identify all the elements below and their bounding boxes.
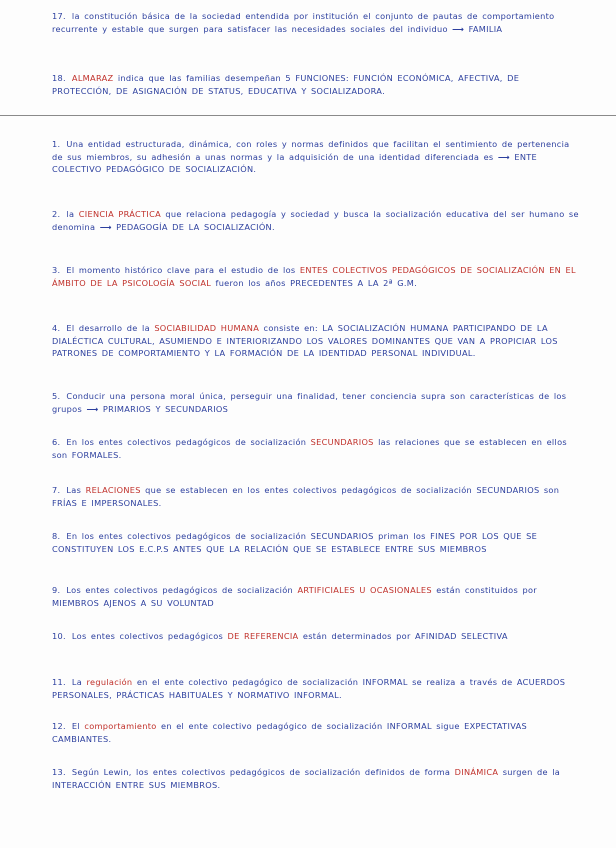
note-item-13 [52,766,580,791]
item-text: En los entes colectivos pedagógicos de socialización [66,437,307,447]
note-item-12 [52,720,580,745]
note-item-10 [52,630,580,643]
highlighted-term: ENTES COLECTIVOS PEDAGÓGICOS DE SOCIALIZACIÓN EN EL ÁMBITO DE LA PSICOLOGÍA SOCIAL [52,265,576,288]
item-answer: están constituidos por MIEMBROS AJENOS A SU VOLUNTAD [52,585,537,608]
item-text: Una entidad estructurada, dinámica, con roles y normas definidos que facilitan el sentimiento de pertenencia de sus miembros, su adhesión a unas normas y la adquisición de una identidad diferenciada es [52,139,570,162]
highlighted-term: CIENCIA PRÁCTICA [78,209,161,219]
item-text: en el ente colectivo pedagógico de socialización INFORMAL sigue EXPECTATIVAS CAMBIANTES. [52,721,527,744]
item-answer: PRIMARIOS Y SECUNDARIOS [102,403,229,414]
section-divider [0,115,616,116]
item-answer: ENTE COLECTIVO PEDAGÓGICO DE SOCIALIZACIÓN. [52,151,538,174]
item-text: que relaciona pedagogía y sociedad y busca la socialización educativa del ser humano se denomina [52,209,579,232]
item-number: 18. [52,73,66,83]
highlighted-term: regulación [86,677,133,687]
note-item-6 [52,436,580,461]
item-text: que se establecen en los entes colectivos pedagógicos de socialización SECUNDARIOS son FRÍAS E IMPERSONALES. [52,485,560,508]
highlighted-term: RELACIONES [85,485,141,495]
item-text: Los entes colectivos pedagógicos de socialización [66,585,294,595]
item-text: La [71,677,83,687]
note-item-4 [52,322,582,360]
note-item-17 [52,10,572,35]
item-text: Conducir una persona moral única, perseguir una finalidad, tener conciencia supra son características de los grupos [52,391,567,414]
highlighted-term: comportamiento [84,721,157,731]
item-text: En los entes colectivos pedagógicos de socialización SECUNDARIOS priman los FINES POR LOS QUE SE CONSTITUYEN LOS E.C.P.S ANTES QUE LA RELACIÓN QUE SE ESTABLECE ENTRE SUS MIEMBROS [52,531,538,554]
note-item-8 [52,530,580,555]
item-text: la constitución básica de la sociedad entendida por institución el conjunto de pautas de comportamiento recurrente y estable que surgen para satisfacer las necesidades sociales del individuo [52,11,555,34]
arrow-icon: ⟶ [99,221,112,232]
item-number: 2. [52,209,61,219]
item-answer: PEDAGOGÍA DE LA SOCIALIZACIÓN. [116,221,275,232]
note-item-9 [52,584,580,609]
highlighted-term: DE REFERENCIA [227,631,299,641]
item-number: 1. [52,139,61,149]
item-number: 13. [52,767,66,777]
item-text: consiste en: LA SOCIALIZACIÓN HUMANA PARTICIPANDO DE LA DIALÉCTICA CULTURAL, ASUMIENDO E INTERIORIZANDO LOS VALORES DOMINANTES QUE VAN A PROPICIAR LOS PATRONES DE COMPORTAMIENTO Y LA FORMACIÓN DE LA IDENTIDAD PERSONAL INDIVIDUAL. [52,323,558,358]
note-item-5 [52,390,580,415]
item-number: 7. [52,485,61,495]
item-answer: surgen de la INTERACCIÓN ENTRE SUS MIEMBROS. [52,767,561,790]
item-number: 17. [52,11,66,21]
item-number: 12. [52,721,66,731]
item-answer: FAMILIA [468,23,503,34]
note-item-18 [52,72,572,97]
note-item-3 [52,264,580,289]
item-number: 6. [52,437,61,447]
note-item-7 [52,484,580,509]
note-item-1 [52,138,580,176]
item-text: El momento histórico clave para el estudio de los [66,265,296,275]
item-text: Las [66,485,82,495]
item-number: 9. [52,585,61,595]
item-text: Los entes colectivos pedagógicos [71,631,224,641]
item-number: 8. [52,531,61,541]
highlighted-term: ARTIFICIALES U OCASIONALES [297,585,432,595]
item-text: El desarrollo de la [66,323,150,333]
highlighted-term: DINÁMICA [454,767,499,777]
note-item-11 [52,676,580,701]
arrow-icon: ⟶ [497,151,510,162]
highlighted-term: ALMARAZ [71,73,114,83]
arrow-icon: ⟶ [86,403,99,414]
item-text: la [66,209,75,219]
item-number: 10. [52,631,66,641]
item-number: 5. [52,391,61,401]
arrow-icon: ⟶ [452,23,465,34]
highlighted-term: SOCIABILIDAD HUMANA [154,323,260,333]
item-number: 11. [52,677,66,687]
item-answer: las relaciones que se establecen en ellos son FORMALES. [52,437,567,460]
item-number: 3. [52,265,61,275]
item-text: en el ente colectivo pedagógico de socialización INFORMAL se realiza a través de ACUERDOS PERSONALES, PRÁCTICAS HABITUALES Y NORMATIVO INFORMAL. [52,677,566,700]
item-answer: están determinados por AFINIDAD SELECTIVA [302,631,508,641]
item-text: Según Lewin, los entes colectivos pedagógicos de socialización definidos de forma [71,767,451,777]
item-text: El [71,721,80,731]
item-number: 4. [52,323,61,333]
highlighted-term: SECUNDARIOS [310,437,374,447]
note-item-2 [52,208,580,233]
item-text: indica que las familias desempeñan 5 FUNCIONES: FUNCIÓN ECONÓMICA, AFECTIVA, DE PROTECCIÓN, DE ASIGNACIÓN DE STATUS, EDUCATIVA Y SOCIALIZADORA. [52,73,520,96]
item-answer: fueron los años PRECEDENTES A LA 2ª G.M. [215,277,418,288]
